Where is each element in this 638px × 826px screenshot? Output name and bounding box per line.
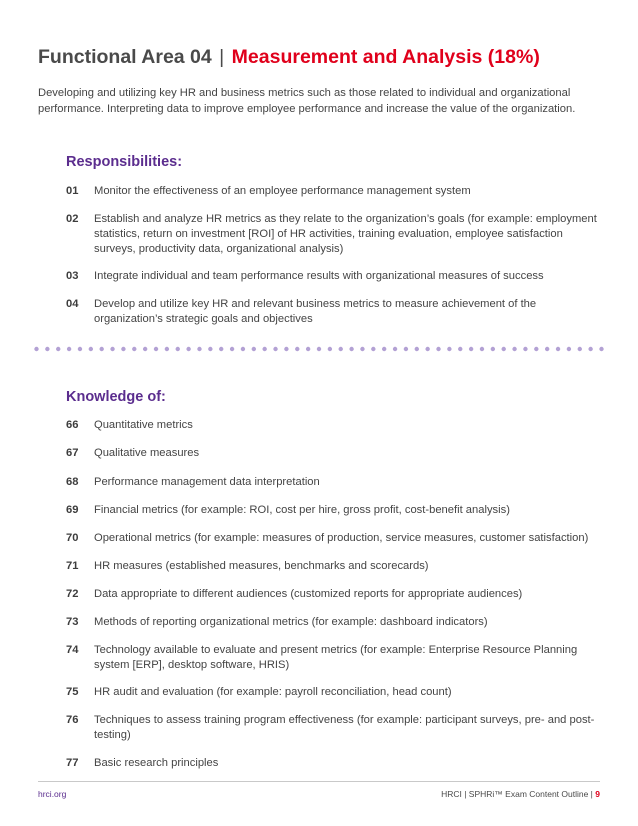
item-number: 69 xyxy=(66,504,79,516)
divider-dot xyxy=(588,347,592,351)
item-text: Performance management data interpretation xyxy=(94,476,320,488)
item-text: Methods of reporting organizational metrics (for example: dashboard indicators) xyxy=(94,616,488,628)
divider-dot xyxy=(295,347,299,351)
knowledge-item xyxy=(66,685,606,700)
item-text: HR measures (established measures, benchmarks and scorecards) xyxy=(94,560,429,572)
divider-dot xyxy=(349,347,353,351)
knowledge-item xyxy=(66,418,606,433)
knowledge-item xyxy=(66,587,606,602)
divider-dot xyxy=(415,347,419,351)
item-text: Monitor the effectiveness of an employee performance management system xyxy=(94,185,471,197)
dotted-divider xyxy=(34,346,604,352)
divider-dot xyxy=(241,347,245,351)
item-text: Data appropriate to different audiences (customized reports for appropriate audiences) xyxy=(94,588,523,600)
item-text: Techniques to assess training program effectiveness (for example: participant surveys, pre- and post-testing) xyxy=(94,714,595,741)
title-separator: | xyxy=(219,46,225,68)
item-number: 68 xyxy=(66,476,79,488)
item-number: 72 xyxy=(66,588,79,600)
responsibility-item xyxy=(66,297,606,327)
divider-dot xyxy=(110,347,114,351)
item-number: 04 xyxy=(66,298,79,310)
divider-dot xyxy=(143,347,147,351)
divider-dot xyxy=(458,347,462,351)
item-text: Basic research principles xyxy=(94,757,219,769)
item-number: 73 xyxy=(66,616,79,628)
footer-document-info xyxy=(441,789,600,799)
functional-area-name: Measurement and Analysis (18%) xyxy=(231,46,540,68)
divider-dot xyxy=(599,347,603,351)
divider-dot xyxy=(447,347,451,351)
divider-dot xyxy=(89,347,93,351)
footer-document-title: HRCI | SPHRi™ Exam Content Outline | xyxy=(441,789,593,799)
divider-dot xyxy=(78,347,82,351)
divider-dot xyxy=(360,347,364,351)
divider-dot xyxy=(67,347,71,351)
page-title xyxy=(38,46,540,69)
divider-dot xyxy=(339,347,343,351)
divider-dot xyxy=(425,347,429,351)
knowledge-item xyxy=(66,756,606,771)
item-number: 03 xyxy=(66,270,79,282)
divider-dot xyxy=(34,347,38,351)
item-text: Qualitative measures xyxy=(94,447,200,459)
divider-dot xyxy=(317,347,321,351)
divider-dot xyxy=(567,347,571,351)
item-number: 66 xyxy=(66,419,79,431)
item-number: 75 xyxy=(66,686,79,698)
divider-dot xyxy=(502,347,506,351)
responsibility-item xyxy=(66,269,606,284)
divider-dot xyxy=(284,347,288,351)
divider-dot xyxy=(154,347,158,351)
divider-dot xyxy=(99,347,103,351)
page-number: 9 xyxy=(595,789,600,799)
item-text: Establish and analyze HR metrics as they relate to the organization’s goals (for example: employment statistics, return on investment [ROI] of HR activities, training evaluation, employee satisfaction surveys, productivity data, organizational analysis) xyxy=(94,213,597,255)
knowledge-item xyxy=(66,643,606,673)
item-number: 74 xyxy=(66,644,79,656)
item-number: 02 xyxy=(66,213,79,225)
divider-dot xyxy=(252,347,256,351)
divider-dot xyxy=(556,347,560,351)
item-text: Operational metrics (for example: measures of production, service measures, customer satisfaction) xyxy=(94,532,589,544)
knowledge-item xyxy=(66,559,606,574)
divider-dot xyxy=(208,347,212,351)
divider-dot xyxy=(382,347,386,351)
footer-divider xyxy=(38,781,600,782)
divider-dot xyxy=(534,347,538,351)
knowledge-item xyxy=(66,503,606,518)
divider-dot xyxy=(545,347,549,351)
divider-dot xyxy=(469,347,473,351)
divider-dot xyxy=(578,347,582,351)
item-number: 77 xyxy=(66,757,79,769)
responsibilities-heading: Responsibilities: xyxy=(66,154,183,170)
responsibility-item xyxy=(66,184,606,199)
divider-dot xyxy=(523,347,527,351)
divider-dot xyxy=(273,347,277,351)
item-number: 71 xyxy=(66,560,79,572)
divider-dot xyxy=(219,347,223,351)
item-text: HR audit and evaluation (for example: payroll reconciliation, head count) xyxy=(94,686,452,698)
item-number: 67 xyxy=(66,447,79,459)
item-number: 01 xyxy=(66,185,79,197)
divider-dot xyxy=(197,347,201,351)
divider-dot xyxy=(121,347,125,351)
knowledge-item xyxy=(66,475,606,490)
item-text: Develop and utilize key HR and relevant business metrics to measure achievement of the organization’s strategic goals and objectives xyxy=(94,298,537,325)
knowledge-heading: Knowledge of: xyxy=(66,389,166,405)
divider-dot xyxy=(393,347,397,351)
divider-dot xyxy=(230,347,234,351)
divider-dot xyxy=(56,347,60,351)
knowledge-item xyxy=(66,713,606,743)
item-text: Technology available to evaluate and present metrics (for example: Enterprise Resource Planning system [ERP], desktop software, HRIS) xyxy=(94,644,578,671)
divider-dot xyxy=(165,347,169,351)
item-text: Integrate individual and team performance results with organizational measures of success xyxy=(94,270,544,282)
functional-area-label: Functional Area 04 xyxy=(38,46,212,68)
intro-paragraph: Developing and utilizing key HR and business metrics such as those related to individual and organizational performance. Interpreting data to improve employee performance and increase the value of the organization. xyxy=(38,87,576,115)
item-text: Quantitative metrics xyxy=(94,419,193,431)
divider-dot xyxy=(480,347,484,351)
item-text: Financial metrics (for example: ROI, cost per hire, gross profit, cost-benefit analysis) xyxy=(94,504,510,516)
divider-dot xyxy=(132,347,136,351)
divider-dot xyxy=(176,347,180,351)
divider-dot xyxy=(328,347,332,351)
knowledge-item xyxy=(66,615,606,630)
footer-website-link[interactable]: hrci.org xyxy=(38,789,67,799)
divider-dot xyxy=(186,347,190,351)
divider-dot xyxy=(512,347,516,351)
item-number: 70 xyxy=(66,532,79,544)
responsibility-item xyxy=(66,212,606,257)
divider-dot xyxy=(404,347,408,351)
knowledge-item xyxy=(66,531,626,546)
divider-dot xyxy=(45,347,49,351)
divider-dot xyxy=(306,347,310,351)
knowledge-item xyxy=(66,446,606,461)
divider-dot xyxy=(491,347,495,351)
divider-dot xyxy=(371,347,375,351)
divider-dot xyxy=(262,347,266,351)
item-number: 76 xyxy=(66,714,79,726)
divider-dot xyxy=(436,347,440,351)
